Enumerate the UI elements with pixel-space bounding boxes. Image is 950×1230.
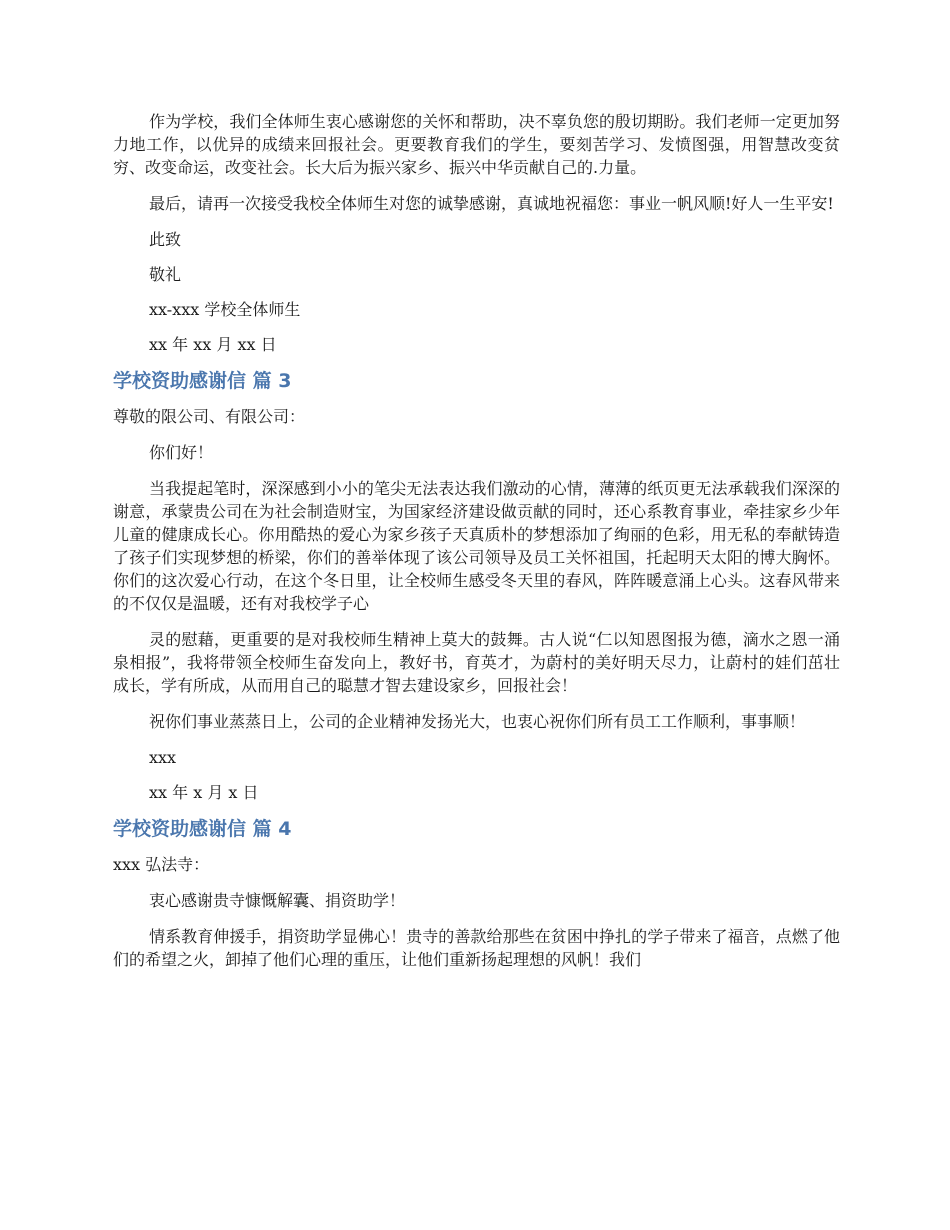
- letter2-closing: 此致: [149, 230, 182, 249]
- letter4-paragraph-2: 情系教育伸援手，捐资助学显佛心！贵寺的善款给那些在贫困中挣扎的学子带来了福音，点燃了他们的希望之火，卸掉了他们心理的重压，让他们重新扬起理想的风帆！我们: [113, 927, 840, 969]
- letter3-paragraph-3: 祝你们事业蒸蒸日上，公司的企业精神发扬光大，也衷心祝你们所有员工工作顺利，事事顺！: [149, 712, 806, 731]
- letter3-signature: xxx: [149, 748, 177, 767]
- letter4-addressee: xxx 弘法寺：: [113, 855, 210, 874]
- letter3-date: xx 年 x 月 x 日: [149, 783, 259, 802]
- letter3-paragraph-1: 当我提起笔时，深深感到小小的笔尖无法表达我们激动的心情，薄薄的纸页更无法承载我们深深的谢意，承蒙贵公司在为社会制造财宝，为国家经济建设做贡献的同时，还心系教育事业，牵挂家乡少年儿童的健康成长心。你用酷热的爱心为家乡孩子天真质朴的梦想添加了绚丽的色彩，用无私的奉献铸造了孩子们实现梦想的桥梁，你们的善举体现了该公司领导及员工关怀祖国，托起明天太阳的博大胸怀。你们的这次爱心行动，在这个冬日里，让全校师生感受冬天里的春风，阵阵暖意涌上心头。这春风带来的不仅仅是温暖，还有对我校学子心: [113, 479, 840, 613]
- letter4-heading: 学校资助感谢信 篇 4: [113, 818, 292, 840]
- letter3-greeting: 你们好！: [149, 443, 214, 462]
- letter2-salute: 敬礼: [149, 265, 182, 284]
- document-page: [113, 110, 840, 984]
- letter3-heading: 学校资助感谢信 篇 3: [113, 370, 292, 392]
- letter2-signature: xx-xxx 学校全体师生: [149, 300, 301, 319]
- letter3-addressee: 尊敬的限公司、有限公司：: [113, 407, 306, 426]
- letter2-paragraph-2: 最后，请再一次接受我校全体师生对您的诚挚感谢，真诚地祝福您：事业一帆风顺!好人一生平安!: [149, 194, 834, 213]
- letter2-date: xx 年 xx 月 xx 日: [149, 335, 277, 354]
- letter3-paragraph-2: 灵的慰藉，更重要的是对我校师生精神上莫大的鼓舞。古人说“仁以知恩图报为德，滴水之恩一涌泉相报”，我将带领全校师生奋发向上，教好书，育英才，为蔚村的美好明天尽力，让蔚村的娃们茁壮成长，学有所成，从而用自己的聪慧才智去建设家乡，回报社会！: [113, 630, 840, 695]
- letter4-paragraph-1: 衷心感谢贵寺慷慨解囊、捐资助学！: [149, 891, 406, 910]
- letter2-paragraph-1: 作为学校，我们全体师生衷心感谢您的关怀和帮助，决不辜负您的殷切期盼。我们老师一定更加努力地工作，以优异的成绩来回报社会。更要教育我们的学生，要刻苦学习、发愤图强，用智慧改变贫穷、改变命运，改变社会。长大后为振兴家乡、振兴中华贡献自己的.力量。: [113, 112, 840, 177]
